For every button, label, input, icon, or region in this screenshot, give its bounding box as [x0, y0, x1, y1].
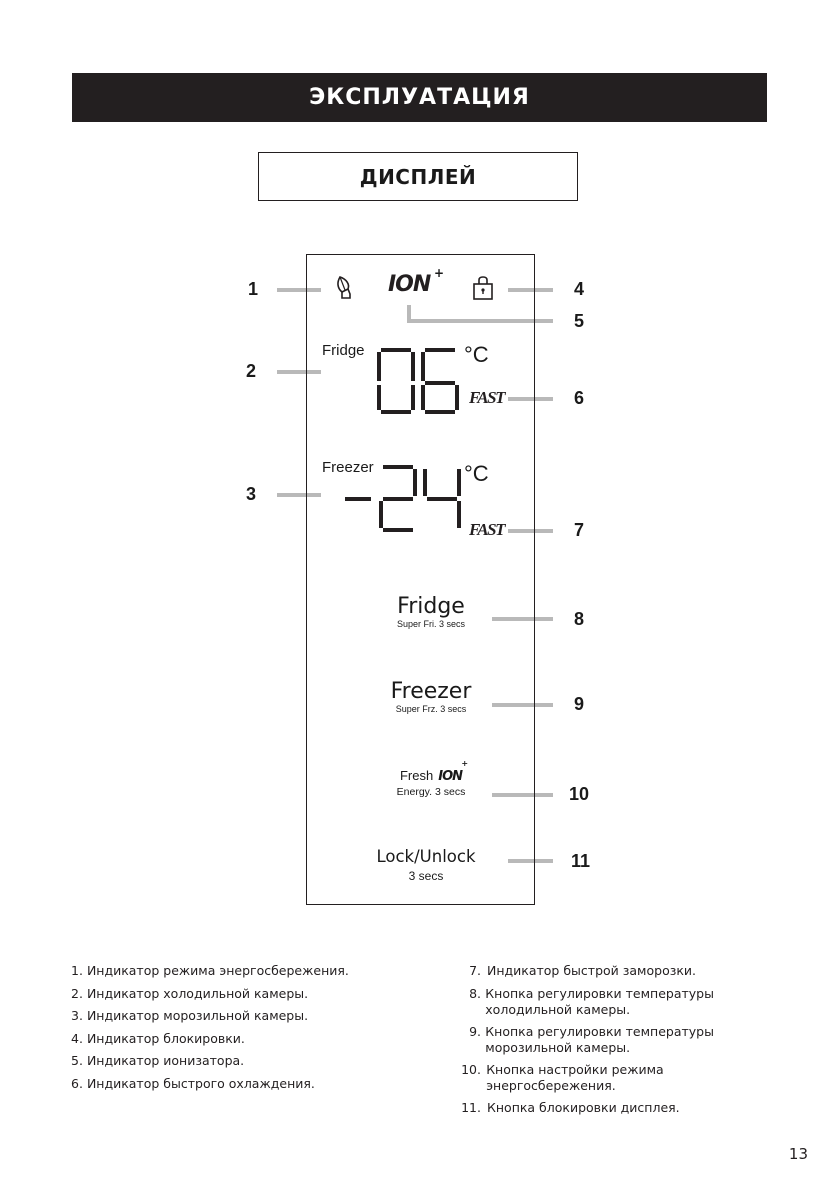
- legend-item: [71, 1028, 401, 1051]
- lock-unlock-button[interactable]: [356, 847, 496, 883]
- callout-1: 1: [248, 279, 259, 299]
- legend-item: [455, 1059, 755, 1097]
- callout-4: 4: [574, 279, 585, 299]
- legend-item: [455, 960, 755, 983]
- ion-label: ION: [388, 272, 431, 297]
- legend-num: 9.: [469, 1023, 481, 1039]
- fridge-button-subtitle: Super Fri. 3 secs: [396, 619, 466, 629]
- legend-num: 6.: [71, 1075, 83, 1091]
- callout-9: 9: [574, 694, 585, 714]
- fresh-button-title: Fresh: [399, 768, 434, 783]
- fridge-zone-label: Fridge: [322, 342, 365, 359]
- freezer-zone-label: Freezer: [322, 459, 374, 476]
- legend-left: [71, 960, 401, 1095]
- subsection-title-box: [258, 152, 578, 201]
- freezer-button-subtitle: Super Frz. 3 secs: [395, 704, 467, 714]
- legend-text: Индикатор быстрой заморозки.: [487, 963, 697, 978]
- legend-text: Кнопка настройки режима энергосбережения.: [486, 1061, 664, 1093]
- legend-num: 10.: [461, 1061, 481, 1077]
- legend-num: 4.: [71, 1030, 83, 1046]
- legend-right: [455, 960, 755, 1119]
- legend-num: 8.: [469, 985, 481, 1001]
- lock-icon: [472, 275, 494, 301]
- legend-item: [71, 1050, 401, 1073]
- callout-6: 6: [574, 388, 585, 408]
- legend-item: [71, 1005, 401, 1028]
- fridge-unit-celsius: °C: [464, 342, 489, 367]
- fresh-ion-button[interactable]: [370, 759, 492, 798]
- legend-text: Индикатор морозильной камеры.: [86, 1008, 309, 1023]
- legend-num: 2.: [71, 985, 83, 1001]
- legend-text: Индикатор блокировки.: [86, 1030, 245, 1046]
- legend-item: [455, 1021, 755, 1059]
- page-number: 13: [788, 1145, 808, 1163]
- callout-7: 7: [574, 520, 585, 540]
- freezer-temp-button[interactable]: [370, 679, 492, 714]
- legend-text: Кнопка регулировки температуры морозильной камеры.: [485, 1023, 714, 1055]
- lock-button-subtitle: 3 secs: [408, 869, 444, 883]
- freezer-temp-value: [0, 0, 2, 1]
- legend-num: 11.: [461, 1099, 481, 1115]
- legend-item: [71, 960, 401, 983]
- legend-item: [71, 983, 401, 1006]
- legend-text: Индикатор холодильной камеры.: [86, 985, 309, 1001]
- fresh-ion-icon: [438, 759, 469, 784]
- freezer-button-title: Freezer: [390, 679, 472, 704]
- legend-num: 1.: [71, 963, 83, 978]
- callout-8: 8: [574, 609, 585, 629]
- legend-num: 3.: [71, 1008, 83, 1023]
- ion-indicator-icon: [388, 266, 445, 297]
- callout-11: 11: [571, 851, 591, 871]
- callout-3: 3: [246, 484, 257, 504]
- callout-2: 2: [246, 361, 257, 381]
- header-title: ЭКСПЛУАТАЦИЯ: [309, 85, 530, 110]
- section-header: [72, 73, 767, 122]
- fridge-temp-button[interactable]: [370, 594, 492, 629]
- fresh-ion-label: ION: [438, 769, 463, 784]
- freezer-unit-celsius: °C: [464, 461, 489, 486]
- freezer-fast-indicator: FAST: [469, 520, 504, 539]
- subsection-title: ДИСПЛЕЙ: [359, 164, 477, 189]
- fresh-button-subtitle: Energy. 3 secs: [396, 786, 466, 798]
- legend-item: [71, 1073, 401, 1096]
- legend-text: Индикатор режима энергосбережения.: [86, 963, 349, 978]
- legend-item: [455, 1097, 755, 1120]
- legend-num: 7.: [469, 963, 481, 978]
- legend-text: Кнопка регулировки температуры холодильной камеры.: [485, 985, 714, 1017]
- legend-num: 5.: [71, 1053, 83, 1068]
- legend-text: Индикатор быстрого охлаждения.: [86, 1075, 315, 1091]
- callout-10: 10: [569, 784, 590, 804]
- callout-5: 5: [574, 311, 585, 331]
- eco-leaf-icon: [334, 274, 356, 302]
- fridge-button-title: Fridge: [397, 594, 465, 619]
- legend-text: Индикатор ионизатора.: [86, 1053, 245, 1068]
- legend-text: Кнопка блокировки дисплея.: [487, 1099, 680, 1115]
- ion-plus: +: [434, 266, 445, 280]
- lock-button-title: Lock/Unlock: [376, 847, 476, 866]
- legend-item: [455, 983, 755, 1021]
- fridge-fast-indicator: FAST: [469, 388, 504, 407]
- fresh-ion-plus: +: [461, 759, 469, 768]
